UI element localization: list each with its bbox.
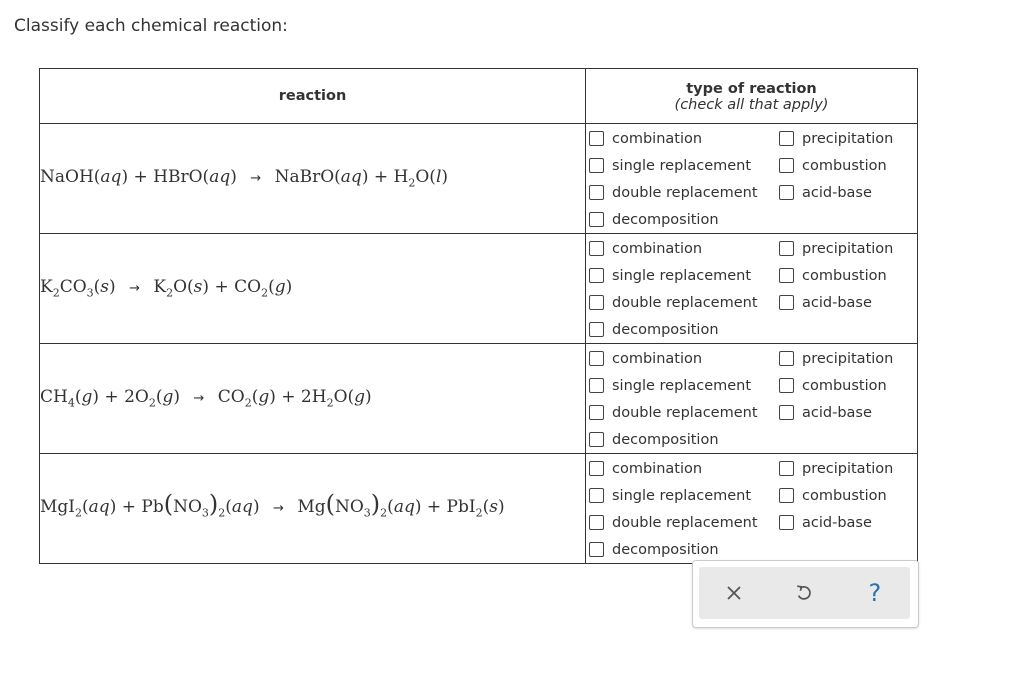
reaction-equation-2: $K_2CO_3(s) \to K_2O(s) + CO_2(g)$ — [40, 234, 586, 344]
undo-button[interactable] — [784, 575, 824, 611]
checkbox-box[interactable] — [589, 131, 604, 146]
help-button[interactable] — [855, 575, 895, 611]
checkbox-box[interactable] — [589, 515, 604, 530]
checkbox-decomposition-3[interactable]: decomposition — [586, 426, 775, 453]
reaction-options-1 — [586, 124, 918, 234]
reaction-options-3 — [586, 344, 918, 454]
checkbox-single-replacement-4[interactable]: single replacement — [586, 482, 775, 509]
close-icon — [725, 584, 743, 602]
checkbox-double-replacement-4[interactable]: double replacement — [586, 509, 775, 536]
reaction-options-4 — [586, 454, 918, 564]
reaction-row-3 — [40, 344, 918, 454]
checkbox-box[interactable] — [589, 488, 604, 503]
reaction-table — [39, 68, 918, 564]
checkbox-combustion-1[interactable]: combustion — [775, 152, 917, 179]
checkbox-double-replacement-1[interactable]: double replacement — [586, 179, 775, 206]
checkbox-box[interactable] — [779, 131, 794, 146]
checkbox-precipitation-3[interactable]: precipitation — [775, 345, 917, 372]
header-reaction: reaction — [40, 69, 586, 124]
checkbox-double-replacement-2[interactable]: double replacement — [586, 289, 775, 316]
checkbox-box[interactable] — [779, 405, 794, 420]
checkbox-box[interactable] — [589, 432, 604, 447]
checkbox-decomposition-4[interactable]: decomposition — [586, 536, 775, 563]
checkbox-box[interactable] — [589, 185, 604, 200]
checkbox-single-replacement-3[interactable]: single replacement — [586, 372, 775, 399]
checkbox-single-replacement-1[interactable]: single replacement — [586, 152, 775, 179]
checkbox-box[interactable] — [779, 185, 794, 200]
checkbox-single-replacement-2[interactable]: single replacement — [586, 262, 775, 289]
checkbox-precipitation-4[interactable]: precipitation — [775, 455, 917, 482]
checkbox-box[interactable] — [779, 158, 794, 173]
reaction-equation-3: $CH_4(g) + 2O_2(g) \to CO_2(g) + 2H_2O(g)$ — [40, 344, 586, 454]
checkbox-double-replacement-3[interactable]: double replacement — [586, 399, 775, 426]
checkbox-combustion-2[interactable]: combustion — [775, 262, 917, 289]
checkbox-box[interactable] — [589, 405, 604, 420]
checkbox-decomposition-2[interactable]: decomposition — [586, 316, 775, 343]
checkbox-box[interactable] — [589, 542, 604, 557]
checkbox-box[interactable] — [589, 212, 604, 227]
undo-icon — [794, 583, 814, 603]
reaction-row-2 — [40, 234, 918, 344]
reaction-options-2 — [586, 234, 918, 344]
checkbox-acid-base-2[interactable]: acid-base — [775, 289, 917, 316]
checkbox-box[interactable] — [779, 268, 794, 283]
header-type — [586, 69, 918, 124]
checkbox-decomposition-1[interactable]: decomposition — [586, 206, 775, 233]
checkbox-box[interactable] — [589, 268, 604, 283]
toolbar-inner — [699, 567, 910, 619]
checkbox-box[interactable] — [779, 461, 794, 476]
checkbox-box[interactable] — [779, 295, 794, 310]
checkbox-precipitation-2[interactable]: precipitation — [775, 235, 917, 262]
checkbox-box[interactable] — [779, 488, 794, 503]
checkbox-box[interactable] — [589, 378, 604, 393]
checkbox-combination-2[interactable]: combination — [586, 235, 775, 262]
checkbox-acid-base-3[interactable]: acid-base — [775, 399, 917, 426]
checkbox-box[interactable] — [589, 241, 604, 256]
checkbox-combination-3[interactable]: combination — [586, 345, 775, 372]
checkbox-acid-base-1[interactable]: acid-base — [775, 179, 917, 206]
checkbox-combination-1[interactable]: combination — [586, 125, 775, 152]
reaction-equation-4: $MgI_2(aq) + Pb(NO_3)_2(aq) \to Mg(NO_3)_2(aq) + PbI_2(s)$ — [40, 454, 586, 564]
checkbox-combustion-4[interactable]: combustion — [775, 482, 917, 509]
reaction-equation-1: NaOH(aq) + HBrO(aq) → NaBrO(aq) + $H_2O(l)$ — [40, 124, 586, 234]
header-type-title: type of reaction — [686, 81, 817, 97]
help-icon: ? — [868, 579, 882, 607]
checkbox-box[interactable] — [779, 515, 794, 530]
checkbox-box[interactable] — [589, 461, 604, 476]
header-row — [40, 69, 918, 124]
checkbox-acid-base-4[interactable]: acid-base — [775, 509, 917, 536]
checkbox-box[interactable] — [779, 241, 794, 256]
reaction-row-1 — [40, 124, 918, 234]
checkbox-box[interactable] — [589, 322, 604, 337]
checkbox-box[interactable] — [589, 158, 604, 173]
clear-button[interactable] — [714, 575, 754, 611]
answer-toolbar — [692, 560, 919, 628]
checkbox-precipitation-1[interactable]: precipitation — [775, 125, 917, 152]
header-type-subtitle: (check all that apply) — [674, 97, 829, 113]
prompt-text: Classify each chemical reaction: — [14, 16, 288, 36]
checkbox-box[interactable] — [779, 351, 794, 366]
checkbox-box[interactable] — [589, 351, 604, 366]
checkbox-box[interactable] — [589, 295, 604, 310]
reaction-row-4 — [40, 454, 918, 564]
checkbox-combination-4[interactable]: combination — [586, 455, 775, 482]
checkbox-box[interactable] — [779, 378, 794, 393]
checkbox-combustion-3[interactable]: combustion — [775, 372, 917, 399]
